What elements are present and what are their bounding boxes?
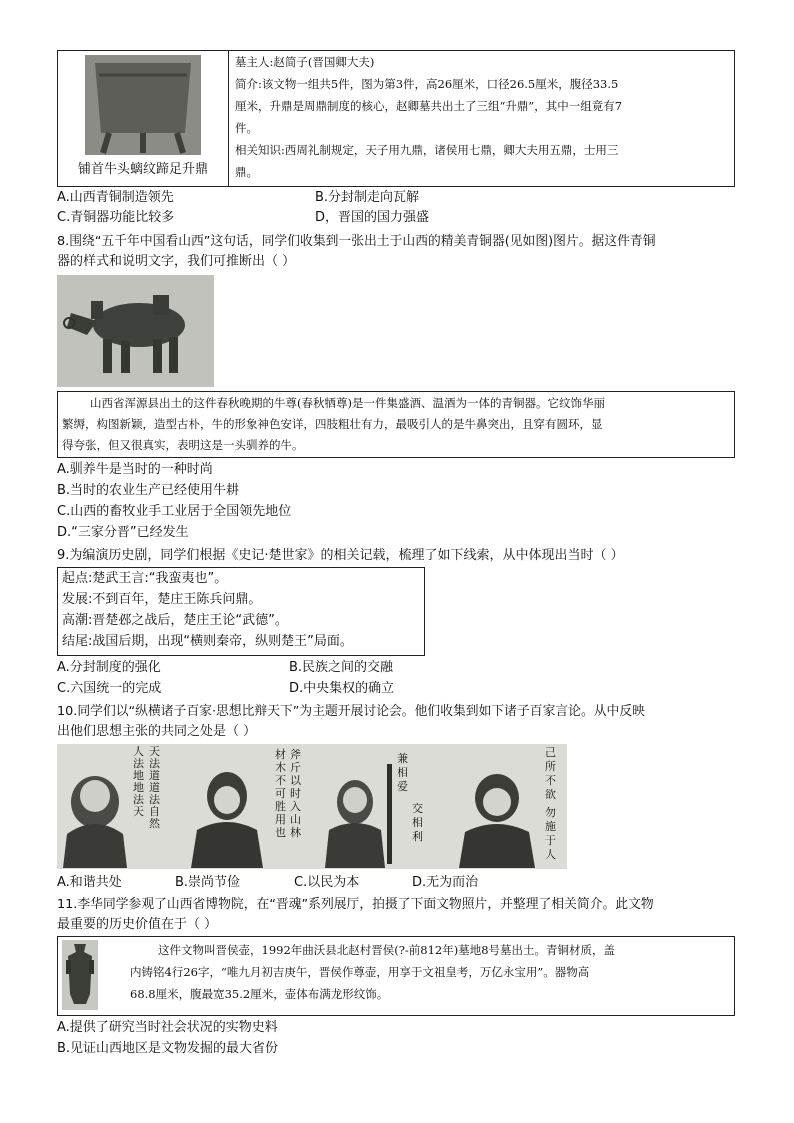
q7-table-divider bbox=[228, 50, 229, 187]
q7-info-line: 相关知识:西周礼制规定，天子用九鼎，诸侯用七鼎，卿大夫用五鼎，士用三 bbox=[235, 143, 619, 157]
q10-quote-column: 己 所 不 欲 bbox=[545, 746, 556, 801]
q7-info-line: 厘米，升鼎是周鼎制度的核心，赵卿墓共出土了三组“升鼎”，其中一组竟有7 bbox=[235, 99, 623, 113]
q11-stem: 11.李华同学参观了山西省博物院，在“晋魂”系列展厅，拍摄了下面文物照片，并整理了相关简介。此文物 bbox=[57, 897, 654, 912]
q9-clue-line: 结尾:战国后期，出现“横则秦帝，纵则楚王”局面。 bbox=[62, 634, 353, 649]
q10-stem: 10.同学们以“纵横诸子百家·思想比辩天下”为主题开展讨论会。他们收集到如下诸子百家言论。从中反映 bbox=[57, 704, 645, 719]
q10-quote-column: 兼 相 爱 bbox=[397, 752, 408, 793]
q11-option-b[interactable]: B.见证山西地区是文物发掘的最大省份 bbox=[57, 1041, 279, 1056]
q8-option-b[interactable]: B.当时的农业生产已经使用牛耕 bbox=[57, 483, 240, 498]
q7-info-line: 鼎。 bbox=[235, 165, 258, 179]
q7-bronze-ding-photo bbox=[85, 55, 201, 155]
q11-option-a[interactable]: A.提供了研究当时社会状况的实物史料 bbox=[57, 1020, 278, 1035]
q11-stem: 最重要的历史价值在于（ ） bbox=[57, 917, 218, 932]
q8-option-a[interactable]: A.驯养牛是当时的一种时尚 bbox=[57, 462, 213, 477]
q7-info-line: 件。 bbox=[235, 121, 258, 135]
q7-photo-caption: 铺首牛头螭纹蹄足升鼎 bbox=[77, 162, 208, 177]
q7-option-d[interactable]: D，晋国的国力强盛 bbox=[315, 210, 430, 225]
q11-box-line: 68.8厘米，腹最宽35.2厘米，壶体布满龙形纹饰。 bbox=[130, 987, 389, 1001]
q10-option-b[interactable]: B.崇尚节俭 bbox=[175, 875, 241, 890]
q8-stem: 器的样式和说明文字，我们可推断出（ ） bbox=[57, 254, 296, 269]
q9-option-a[interactable]: A.分封制度的强化 bbox=[57, 660, 161, 675]
q8-option-d[interactable]: D.“三家分晋”已经发生 bbox=[57, 525, 189, 540]
q9-option-c[interactable]: C.六国统一的完成 bbox=[57, 681, 162, 696]
q7-option-a[interactable]: A.山西青铜制造领先 bbox=[57, 190, 174, 205]
q10-philosophers-image bbox=[57, 744, 567, 869]
q10-quote-column: 材 木 不 可 胜 用 也 bbox=[275, 748, 286, 839]
q10-option-a[interactable]: A.和谐共处 bbox=[57, 875, 122, 890]
q11-box-line: 这件文物叫晋侯壶，1992年曲沃县北赵村晋侯(?-前812年)墓地8号墓出土。青铜材质，盖 bbox=[158, 943, 616, 957]
q8-stem: 8.围绕“五千年中国看山西”这句话，同学们收集到一张出土于山西的精美青铜器(见如图)图片。据这件青铜 bbox=[57, 234, 656, 249]
q7-option-c[interactable]: C.青铜器功能比较多 bbox=[57, 210, 175, 225]
q9-option-b[interactable]: B.民族之间的交融 bbox=[289, 660, 394, 675]
q10-stem: 出他们思想主张的共同之处是（ ） bbox=[57, 724, 257, 739]
q7-info-line: 墓主人:赵简子(晋国卿大夫) bbox=[235, 55, 375, 69]
q8-box-line: 山西省浑源县出土的这件春秋晚期的牛尊(春秋牺尊)是一件集盛酒、温酒为一体的青铜器。它纹饰华丽 bbox=[90, 396, 605, 410]
q10-option-d[interactable]: D.无为而治 bbox=[412, 875, 479, 890]
q9-stem: 9.为编演历史剧，同学们根据《史记·楚世家》的相关记载，梳理了如下线索，从中体现出当时（ ） bbox=[57, 548, 624, 563]
q8-ox-zun-photo bbox=[57, 275, 214, 387]
q11-jinhou-pot-photo bbox=[62, 940, 98, 1010]
q10-quote-column: 勿 施 于 人 bbox=[545, 806, 556, 861]
q7-option-b[interactable]: B.分封制走向瓦解 bbox=[315, 190, 420, 205]
q8-box-line: 得夸张，但又很真实，表明这是一头驯养的牛。 bbox=[62, 438, 304, 452]
q7-info-line: 简介:该文物一组共5件，图为第3件，高26厘米，口径26.5厘米，腹径33.5 bbox=[235, 77, 619, 91]
q10-option-c[interactable]: C.以民为本 bbox=[294, 875, 360, 890]
q9-clue-line: 发展:不到百年，楚庄王陈兵问鼎。 bbox=[62, 592, 262, 607]
q10-quote-column: 交 相 利 bbox=[412, 802, 423, 843]
q10-quote-column: 斧 斤 以 时 入 山 林 bbox=[290, 748, 301, 839]
q8-box-line: 繁缛，构图新颖，造型古朴，牛的形象神色安详，四肢粗壮有力，最吸引人的是牛鼻突出，且穿有圆环，显 bbox=[62, 417, 603, 431]
q10-quote-column: 天 法 道 道 法 自 然 bbox=[149, 745, 160, 830]
q8-option-c[interactable]: C.山西的畜牧业手工业居于全国领先地位 bbox=[57, 504, 292, 519]
q11-box-line: 内铸铭4行26字，“唯九月初吉庚午，晋侯作尊壶，用享于文祖皇考，万亿永宝用”。器物高 bbox=[130, 965, 590, 979]
q10-quote-column: 人 法 地 地 法 天 bbox=[133, 745, 144, 818]
q9-clue-line: 高潮:晋楚邲之战后，楚庄王论“武德”。 bbox=[62, 613, 288, 628]
q9-clue-line: 起点:楚武王言:“我蛮夷也”。 bbox=[62, 571, 228, 586]
q9-option-d[interactable]: D.中央集权的确立 bbox=[289, 681, 395, 696]
